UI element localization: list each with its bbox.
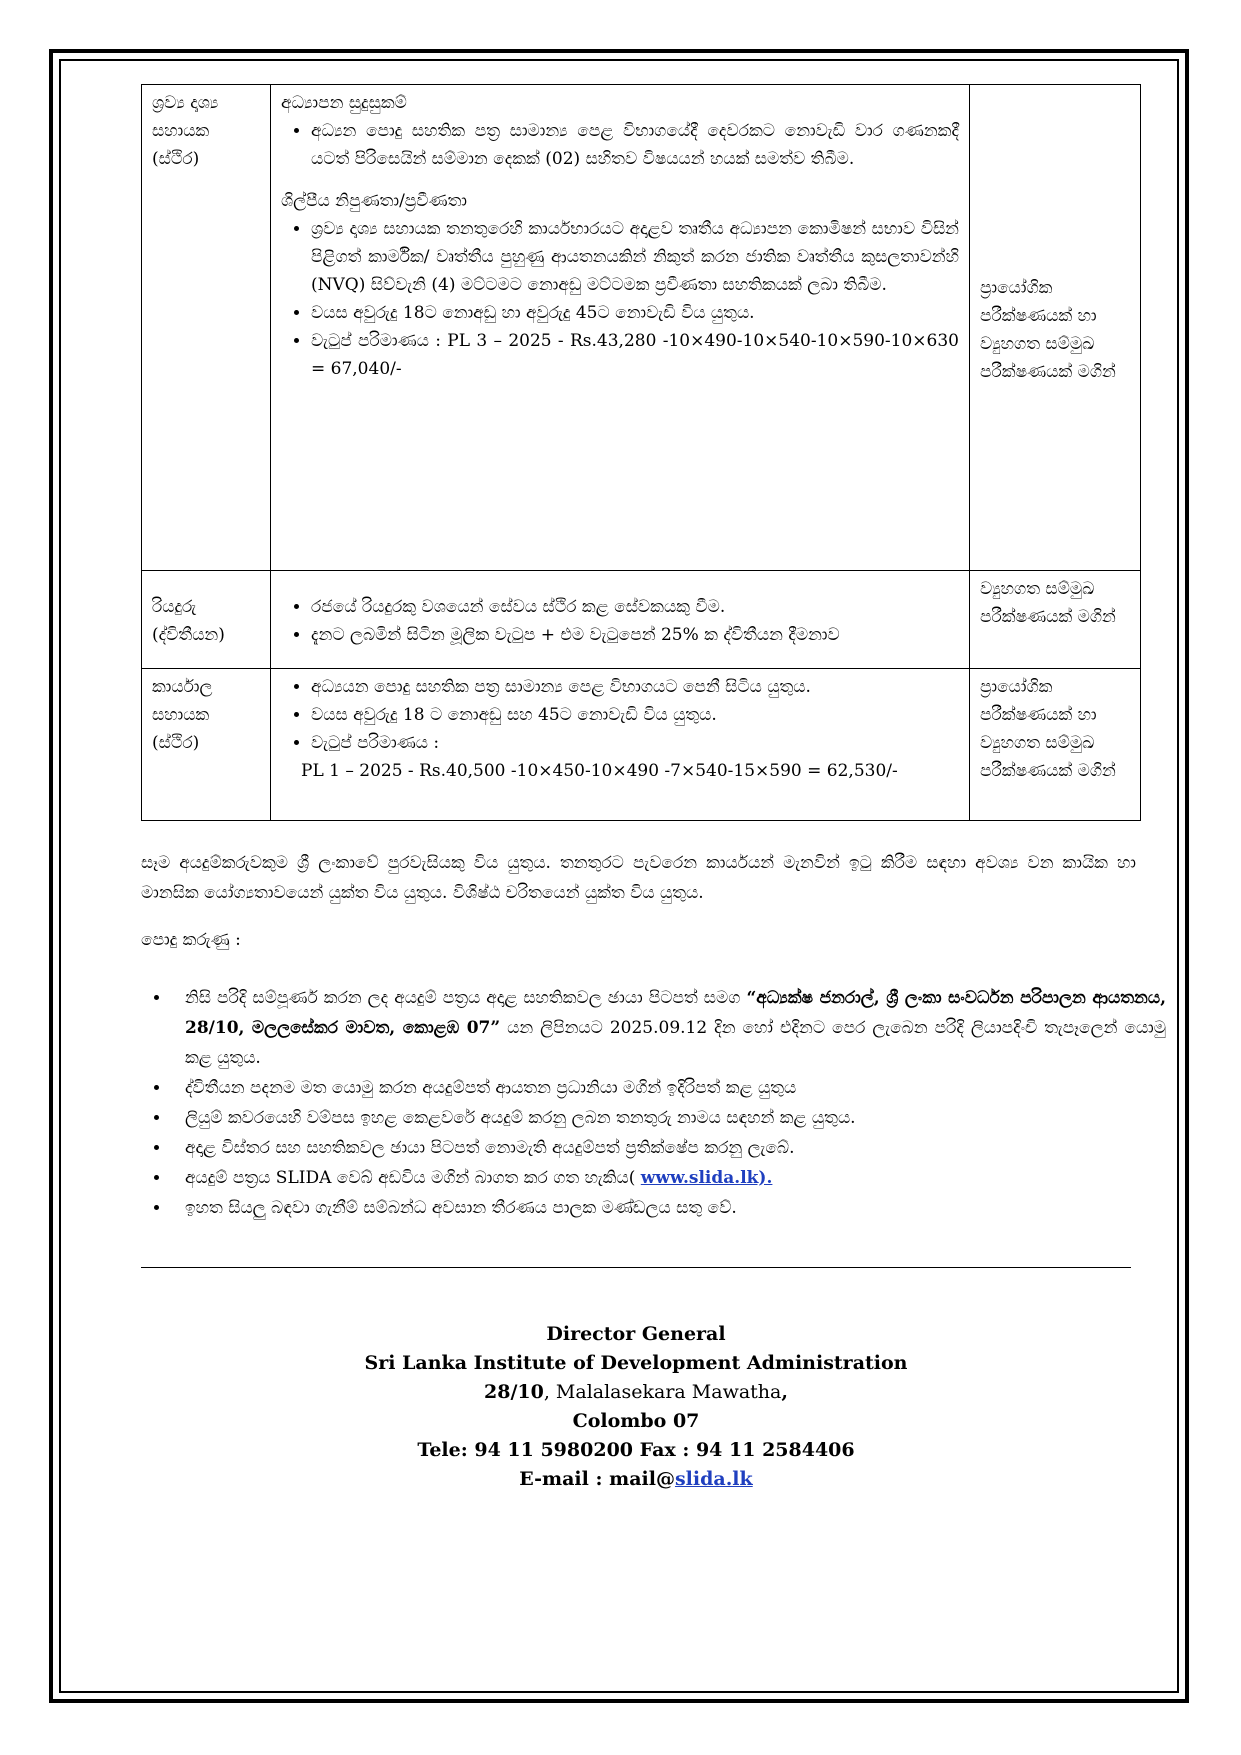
contact-block (141, 1320, 1131, 1494)
post-title-text: රියදුරු (ද්විතීයන) (152, 597, 225, 645)
contact-city: Colombo 07 (572, 1410, 700, 1432)
list-item: • අධ්‍යයන පොදු සහතික පත්‍ර සාමාන්‍ය පෙළ විභාගයට පෙනී සිටිය යුතුය. (311, 673, 959, 701)
education-heading: අධ්‍යාපන සුදුසුකම් (281, 93, 407, 113)
requirements-list (281, 593, 959, 649)
address-street: , Malalasekara Mawatha (543, 1381, 782, 1403)
skills-heading: ශිල්පීය නිපුණතා/ප්‍රවීණතා (281, 191, 468, 211)
education-list (281, 117, 959, 173)
contact-phone-fax: Tele: 94 11 5980200 Fax : 94 11 2584406 (417, 1439, 855, 1461)
other-requirements-list (281, 299, 959, 383)
list-item: • වයස අවුරුදු 18ට නොඅඩු හා අවුරුදු 45ට නොවැඩි විය යුතුය. (311, 299, 959, 327)
list-item: • දැනට ලබමින් සිටින මූලික වැටුප + එම වැටුපෙන් 25% ක ද්විතීයන දීමනාව (311, 621, 959, 649)
list-item: • ඉහත සියලු බඳවා ගැනීම් සම්බන්ධ අවසාන තීරණය පාලක මණ්ඩලය සතු වේ. (171, 1193, 1166, 1223)
address-comma: , (781, 1381, 788, 1403)
contact-title: Director General (546, 1323, 726, 1345)
remark-text: නිසි පරිදි සම්පූර්ණ කරන ලද අයදුම් පත්‍රය අදාළ සහතිකවල ඡායා පිටපත් සමග (185, 988, 747, 1008)
requirements-list (281, 673, 959, 757)
contact-email (141, 1465, 1131, 1494)
vacancy-table (141, 84, 1141, 821)
selection-method: ප්‍රායෝගික පරීක්ෂණයක් හා ව්‍යුහගත සම්මුඛ පරීක්ෂණයක් මගින් (970, 669, 1141, 821)
divider (141, 1267, 1131, 1268)
general-remarks-heading: පොදු කරුණු : (141, 930, 241, 950)
table-row (142, 571, 1141, 669)
requirements-cell (271, 85, 970, 571)
requirements-cell (271, 669, 970, 821)
post-title: කාර්යාල සහායක (ස්ථිර) (142, 669, 271, 821)
remark-text: අයදුම් පත්‍රය SLIDA වෙබ් අඩවිය මගින් බාගත කර ගත හැකිය( (185, 1168, 641, 1188)
list-item: • වැටුප් පරිමාණය : PL 3 – 2025 - Rs.43,280 -10×490-10×540-10×590-10×630 = 67,040/- (311, 327, 959, 383)
skills-list (281, 215, 959, 299)
postal-address: “අධ්‍යක්ෂ ජනරාල්, ශ්‍රී ලංකා සංවර්ධන පරිපාලන ආයතනය, 28/10, මලලසේකර මාවත, කොළඹ 07” (185, 988, 1166, 1038)
list-item: • රජයේ රියදුරකු වශයෙන් සේවය ස්ථිර කළ සේවකයකු වීම. (311, 593, 959, 621)
website-link[interactable]: www.slida.lk). (640, 1168, 773, 1188)
contact-address (141, 1378, 1131, 1407)
post-title: ශ්‍රව්‍ය දෘශ්‍ය සහායක (ස්ථිර) (142, 85, 271, 571)
list-item: • ලියුම් කවරයෙහි වම්පස ඉහළ කෙළවරේ අයදුම් කරනු ලබන තනතුරු නාමය සඳහන් කළ යුතුය. (171, 1103, 1166, 1133)
table-row (142, 85, 1141, 571)
selection-method: ප්‍රායෝගික පරීක්ෂණයක් හා ව්‍යුහගත සම්මුඛ පරීක්ෂණයක් මගින් (980, 278, 1116, 382)
email-domain-link[interactable]: slida.lk (674, 1468, 753, 1490)
address-number: 28/10 (484, 1381, 544, 1403)
list-item (171, 1163, 1166, 1193)
post-title (142, 571, 271, 669)
list-item: • ශ්‍රව්‍ය දෘශ්‍ය සහායක තනතුරෙහි කාර්යභාරයට අදාළව තෘතීය අධ්‍යාපන කොමිෂන් සභාව විසින් පිළිගත් කාර්මික/ වෘත්තීය පුහුණු ආයතනයකින් නිකුත් කරන ජාතික වෘත්තීය කුසලතාවන්හි (NVQ) සිව්වැනි (4) මට්ටමට නොඅඩු මට්ටමක ප්‍රවීණතා සහතිකයක් ලබා තිබීම. (311, 215, 959, 299)
salary-scale: PL 1 – 2025 - Rs.40,500 -10×450-10×490 -7×540-15×590 = 62,530/- (301, 761, 898, 781)
general-eligibility-note: සෑම අයදුම්කරුවකුම ශ්‍රී ලංකාවේ පුරවැසියකු විය යුතුය. තනතුරට පැවරෙන කාර්යයන් මැනවින් ඉටු කිරීම සඳහා අවශ්‍ය වන කායික හා මානසික යෝග්‍යතාවයෙන් යුක්ත විය යුතුය. විශිෂ්ඨ චරිතයෙන් යුක්ත විය යුතුය. (141, 853, 1136, 903)
email-label: E-mail : mail@ (519, 1468, 675, 1490)
selection-method-cell (970, 85, 1141, 571)
list-item: • අධ්‍යන පොදු සහතික පත්‍ර සාමාන්‍ය පෙළ විභාගයේදී දෙවරකට නොවැඩි වාර ගණනකදී යටත් පිරිසෙයින් සම්මාන දෙකක් (02) සහිතව විෂයයන් හයක් සමත්ව තිබීම. (311, 117, 959, 173)
table-row (142, 669, 1141, 821)
list-item: • වැටුප් පරිමාණය : (311, 729, 959, 757)
requirements-cell (271, 571, 970, 669)
list-item: • ද්විතීයන පදනම මත යොමු කරන අයදුම්පත් ආයතන ප්‍රධානියා මගින් ඉදිරිපත් කළ යුතුය (171, 1073, 1166, 1103)
remark-text: යන ලිපිනයට 2025.09.12 දින හෝ එදිනට පෙර ලැබෙන පරිදි ලියාපදිංචි තැපෑලෙන් යොමු කළ යුතුය. (185, 1018, 1166, 1068)
contact-organization: Sri Lanka Institute of Development Administration (364, 1352, 908, 1374)
list-item: • අදාළ විස්තර සහ සහතිකවල ඡායා පිටපත් නොමැති අයදුම්පත් ප්‍රතික්ෂේප කරනු ලැබේ. (171, 1133, 1166, 1163)
selection-method: ව්‍යුහගත සම්මුඛ පරීක්ෂණයක් මගින් (970, 571, 1141, 669)
list-item (171, 983, 1166, 1073)
list-item: • වයස අවුරුදු 18 ට නොඅඩු සහ 45ට නොවැඩි විය යුතුය. (311, 701, 959, 729)
general-remarks-list (141, 983, 1166, 1223)
